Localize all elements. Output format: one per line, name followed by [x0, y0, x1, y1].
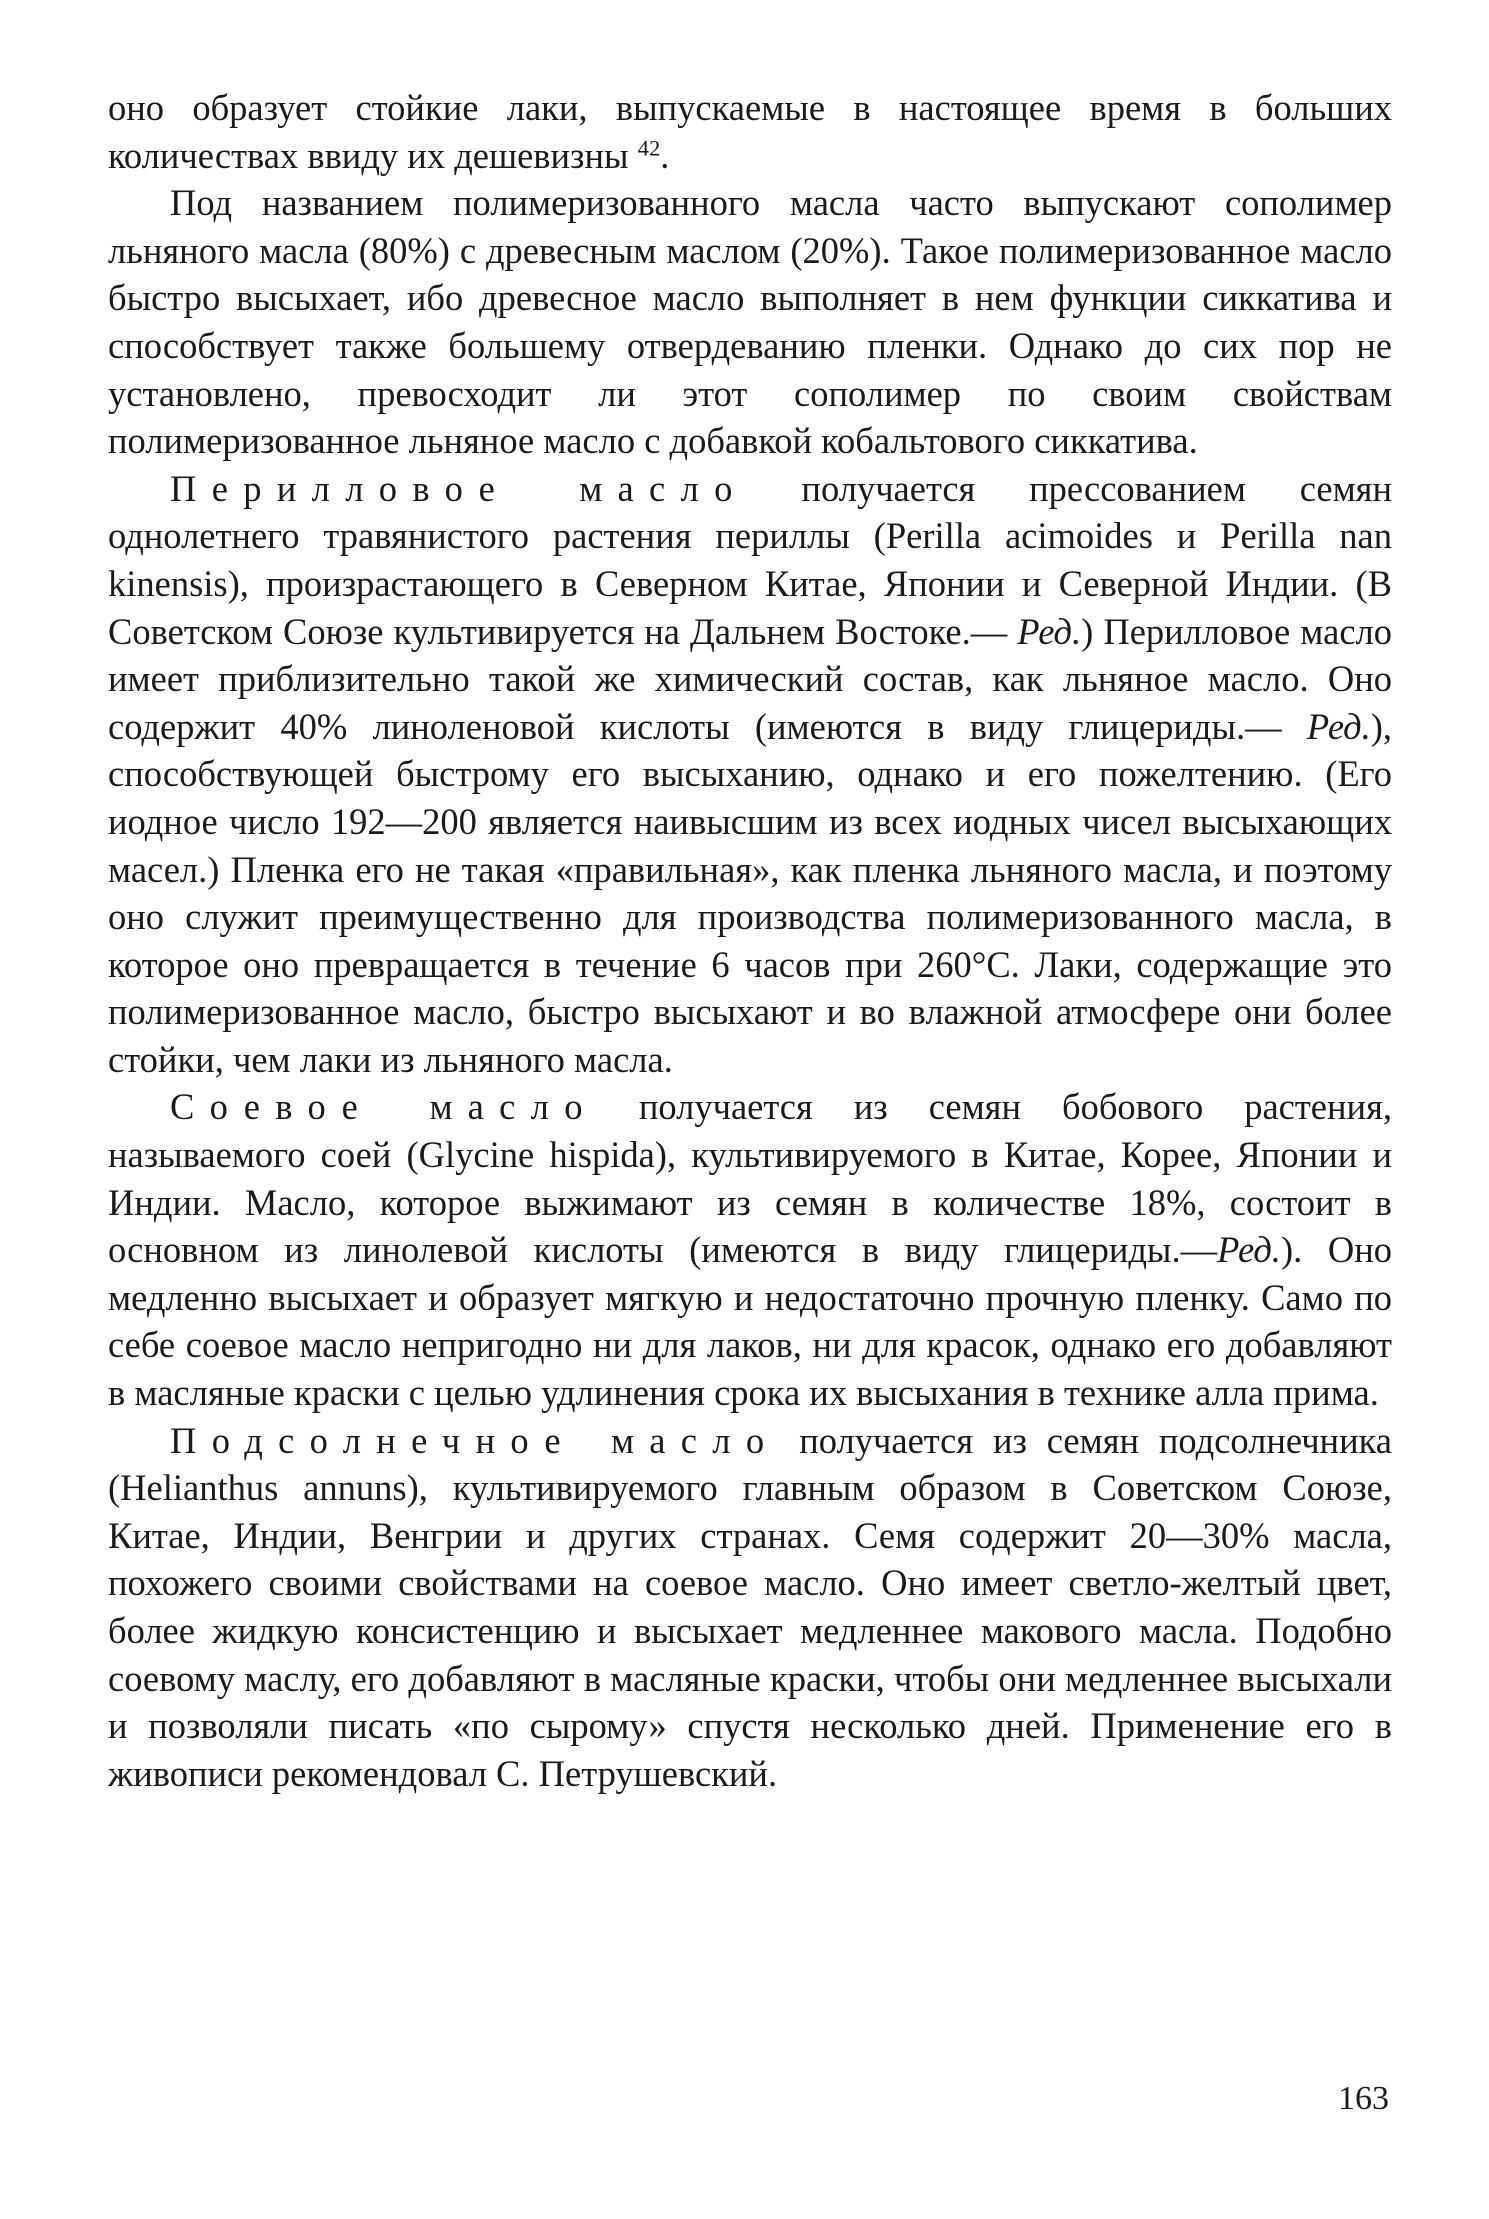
paragraph-polymerized	[108, 179, 1392, 465]
text-run: ), способствующей быстрому его высыханию, однако и его пожелтению. (Его иодное число 192—200 является наивысшим из всех иодных чисел высыхающих масел.) Пленка его не такая «правильная», как пленка льняного масла, и поэтому оно служит преимущественно для производства полимеризованного масла, в которое оно превращается в течение 6 часов при 260°С. Лаки, содержащие это полимеризованное масло, быстро высыхают и во влажной атмосфере они более стойки, чем лаки из льняного масла.	[108, 705, 1392, 1080]
paragraph-perilla	[108, 465, 1392, 1084]
footnote-ref: 42	[637, 135, 661, 161]
paragraph-intro	[108, 84, 1392, 179]
body-text	[108, 84, 1392, 1797]
term-heading: Перилловое масло	[170, 467, 748, 509]
page-number: 163	[1338, 2080, 1389, 2117]
text-run: .	[660, 134, 670, 176]
text-run: получается из семян подсолнечника (Helianthus annuns), культивируемого главным образом в Советском Союзе, Китае, Индии, Венгрии и других странах. Семя содержит 20—30% масла, похожего своими свойствами на соевое масло. Оно имеет светло-желтый цвет, более жидкую консистенцию и высыхает медленнее макового масла. Подобно соевому маслу, его добавляют в масляные краски, чтобы они медленнее высыхали и позволяли писать «по сырому» спустя несколько дней. Применение его в живописи рекомендовал С. Петрушевский.	[108, 1419, 1393, 1794]
paragraph-sunflower	[108, 1417, 1392, 1798]
editor-note: Ред.	[1306, 705, 1371, 747]
text-run: оно образует стойкие лаки, выпускаемые в настоящее время в больших количествах ввиду их дешевизны	[108, 87, 1392, 176]
paragraph-soy	[108, 1083, 1392, 1416]
text-run: получается из семян бобового растения, называемого соей (Glycine hispida), культивируемого в Китае, Корее, Японии и Индии. Масло, которое выжимают из семян в количестве 18%, состоит в основном из линолевой кислоты (имеются в виду глицериды.—	[108, 1086, 1392, 1271]
term-heading: Соевое масло	[170, 1086, 598, 1128]
text-run: получается прессованием семян однолетнего травянистого растения периллы (Perilla acimoides и Perilla nan kinensis), произрастающего в Северном Китае, Японии и Северной Индии. (В Советском Союзе культивируется на Дальнем Востоке.—	[108, 467, 1392, 652]
text-run: Под названием полимеризованного масла часто выпускают сополимер льняного масла (80%) с древесным маслом (20%). Такое полимеризованное масло быстро высыхает, ибо древесное масло выполняет в нем функции сиккатива и способствует также большему отвердеванию пленки. Однако до сих пор не установлено, превосходит ли этот сополимер по своим свойствам полимеризованное льняное масло с добавкой кобальтового сиккатива.	[108, 182, 1392, 462]
term-heading: Подсолнечное масло	[170, 1419, 780, 1461]
text-run: ). Оно медленно высыхает и образует мягкую и недостаточно прочную пленку. Само по себе соевое масло непригодно ни для лаков, ни для красок, однако его добавляют в масляные краски с целью удлинения срока их высыхания в технике алла прима.	[108, 1229, 1392, 1414]
editor-note: Ред.	[1017, 610, 1082, 652]
editor-note: Ред.	[1217, 1229, 1281, 1271]
text-run: ) Перилловое масло имеет приблизительно такой же химический состав, как льняное масло. Оно содержит 40% линоленовой кислоты (имеются в виду глицериды.—	[108, 610, 1392, 747]
